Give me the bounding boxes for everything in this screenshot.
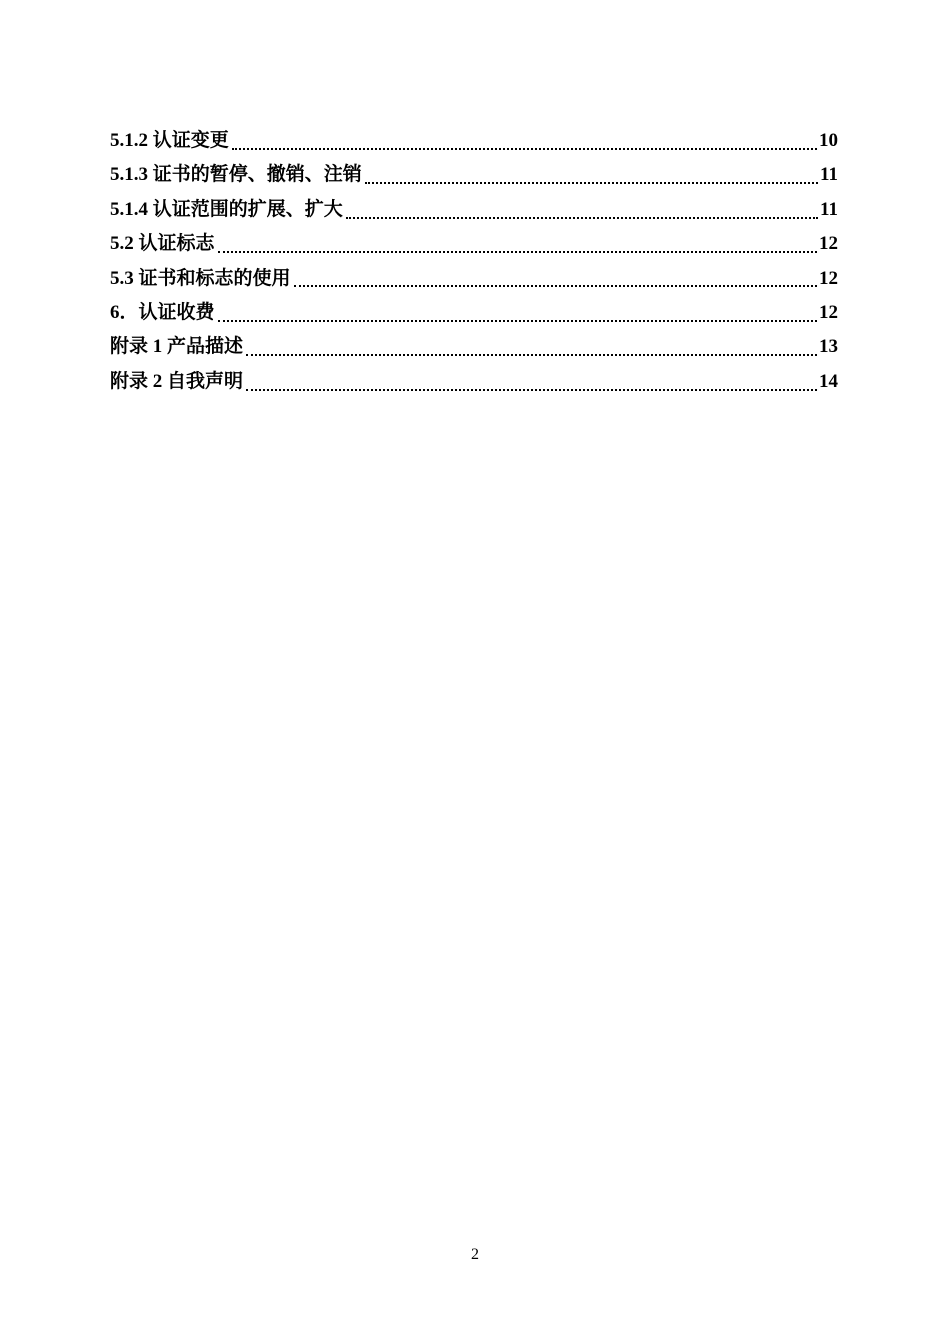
toc-dot-leader: [218, 251, 817, 253]
toc-entry-page-number: 12: [819, 301, 838, 323]
toc-entry-page-number: 11: [820, 164, 838, 186]
toc-entry[interactable]: [110, 365, 838, 399]
toc-entry[interactable]: [110, 158, 838, 192]
toc-entry-label: 5.1.4 认证范围的扩展、扩大: [110, 198, 343, 220]
toc-entry[interactable]: [110, 193, 838, 227]
page-number: 2: [471, 1246, 479, 1263]
toc-entry[interactable]: [110, 296, 838, 330]
toc-dot-leader: [246, 354, 817, 356]
toc-entry[interactable]: [110, 124, 838, 158]
toc-entry-page-number: 10: [819, 130, 838, 151]
toc-entry[interactable]: [110, 262, 838, 296]
toc-dot-leader: [246, 389, 817, 391]
toc-entry-label: 5.2 认证标志: [110, 233, 215, 255]
toc-entry-label: 6．认证收费: [110, 301, 215, 323]
toc-dot-leader: [365, 182, 818, 184]
toc-entry-label: 附录 2 自我声明: [110, 370, 244, 392]
toc-dot-leader: [232, 148, 817, 150]
toc-entry[interactable]: [110, 227, 838, 261]
toc-entry-page-number: 12: [819, 233, 838, 255]
toc-entry-label: 附录 1 产品描述: [110, 336, 244, 358]
toc-entry-label: 5.3 证书和标志的使用: [110, 267, 291, 289]
toc-dot-leader: [346, 217, 818, 219]
toc-dot-leader: [218, 320, 817, 322]
toc-entry[interactable]: [110, 330, 838, 364]
toc-entry-page-number: 13: [819, 336, 838, 358]
toc-entry-page-number: 14: [819, 370, 838, 392]
toc-entry-page-number: 12: [819, 267, 838, 289]
table-of-contents: [110, 124, 838, 399]
toc-entry-page-number: 11: [820, 198, 838, 220]
toc-dot-leader: [294, 285, 817, 287]
toc-entry-label: 5.1.2 认证变更: [110, 130, 229, 151]
toc-entry-label: 5.1.3 证书的暂停、撤销、注销: [110, 164, 362, 186]
